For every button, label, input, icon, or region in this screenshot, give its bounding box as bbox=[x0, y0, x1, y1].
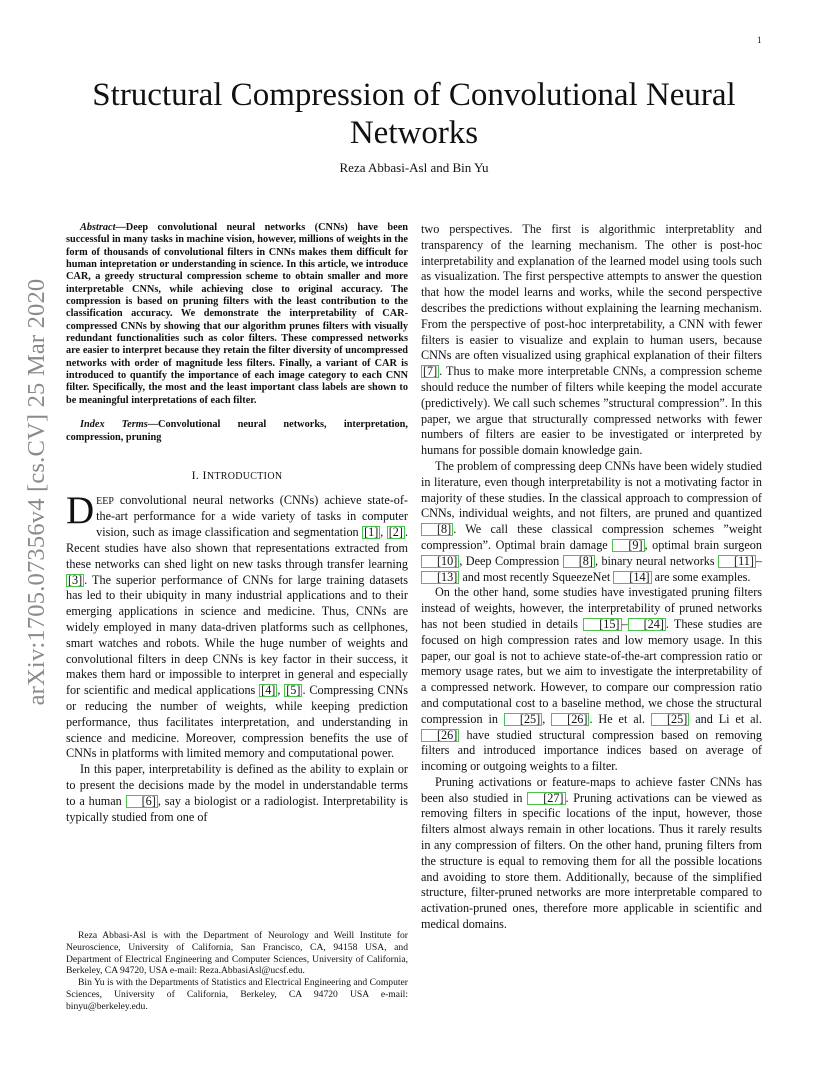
intro-paragraph-2: In this paper, interpretability is defined as the ability to explain or to present the decisions made by the model in understandable terms to a human [6] , say a biologist or a radiologist. Interpretability is typically studied from one of bbox=[66, 762, 409, 824]
citation-link[interactable]: [15] bbox=[583, 618, 621, 631]
page-number: 1 bbox=[757, 35, 762, 45]
citation-link[interactable]: [11] bbox=[718, 555, 756, 568]
citation-link[interactable]: [1] bbox=[364, 525, 379, 540]
paper-authors: Reza Abbasi-Asl and Bin Yu bbox=[339, 160, 489, 175]
index-terms bbox=[66, 419, 408, 444]
abstract bbox=[66, 222, 408, 407]
citation-link[interactable]: [10] bbox=[421, 555, 459, 568]
right-paragraph-1: two perspectives. The first is algorithmic interpretablity and transparency of the learning mechanism. The other is post-hoc interpretability and explanation of the learned model using tools such as visualization. The first perspective attempts to answer the question that how the model learns and works, while the second perspective describes the predictions without explaining the learning mechanism. From the perspective of post-hoc interpretability, a CNN with fewer filters is easier to visualize and explain to human users, because CNNs are often visualized using graphical explanation of their filters [7] . Thus to make more interpretable CNNs, a compression scheme should reduce the number of filters while keeping the model accurate (predictively). We call such schemes ”structural compression”. In this paper, we argue that structurally compressed networks with fewer numbers of filters are easier to be investigated or interpreted by humans for possible domain knowledge gain. bbox=[421, 222, 762, 458]
abstract-text: —Deep convolutional neural networks (CNNs) have been successful in many tasks in machine vision, however, millions of weights in the form of thousands of convolutional filters in CNNs makes them difficult for human intepretation or understanding in science. In this article, we introduce CAR, a greedy structural compression scheme to obtain smaller and more interpretable CNNs, while achieving close to original accuracy. The compression is based on pruning filters with the least contribution to the classification accuracy. We demonstrate the interpretability of CAR-compressed CNNs by showing that our algorithm prunes filters with visually redundant functionalities such as color filters. These compressed networks are easier to interpret because they retain the filter diversity of uncompressed networks with order of magnitude less filters. Finally, a variant of CAR is introduced to quantify the importance of each image category to each CNN filter. Specifically, the most and the least important class labels are shown to be meaningful interpretations of each filter. bbox=[66, 222, 408, 406]
right-paragraph-4: Pruning activations or feature-maps to achieve faster CNNs has been also studied in [27] . Pruning activations can be viewed as removing filters in specific locations of the input, however, those filters almost always remain in other locations. Thus it rarely results in any compression of filters. On the other hand, pruning filters from the structure is equal to removing them for all the possible locations and avoiding to store them. Additionally, because of the simplified structure, filter-pruned networks are more interpretable compared to activation-pruned ones, therefore more applicable in scientific and medical domains. bbox=[421, 774, 762, 932]
footnote-author-1: Reza Abbasi-Asl is with the Department of Neurology and Weill Institute for Neuroscience, University of California, San Francisco, CA, 94158 USA, and Department of Electrical Engineering and Computer Sciences, University of California, Berkeley, CA 94720, USA e-mail: Reza.AbbasiAsl@ucsf.edu. bbox=[66, 930, 408, 977]
right-column bbox=[421, 222, 762, 933]
arxiv-identifier: arXiv:1705.07356v4 [cs.CV] 25 Mar 2020 bbox=[23, 278, 50, 706]
citation-link[interactable]: [8] bbox=[563, 555, 595, 568]
footnote-author-2: Bin Yu is with the Departments of Statistics and Electrical Engineering and Computer Sciences, University of California, Berkeley, CA 94720 USA e-mail: binyu@berkeley.edu. bbox=[66, 977, 408, 1012]
citation-link[interactable]: [14] bbox=[613, 571, 651, 584]
footnotes bbox=[66, 930, 408, 1013]
citation-link[interactable]: [7] bbox=[423, 364, 438, 379]
left-column bbox=[66, 222, 408, 825]
citation-link[interactable]: [27] bbox=[527, 792, 565, 805]
abstract-label: Abstract bbox=[80, 222, 116, 233]
citation-link[interactable]: [2] bbox=[388, 525, 403, 540]
citation-link[interactable]: [13] bbox=[421, 571, 459, 584]
intro-paragraph-1: DEEP convolutional neural networks (CNNs) achieve state-of-the-art performance for a wide variety of tasks in computer vision, such as image classification and segmentation [1] , [2] . Recent studies have also shown that representations extracted from these networks can shed light on new tasks through transfer learning [3] . The superior performance of CNNs for large training datasets has led to their ubiquity in many industrial applications and to their emerging applications in science and medicine. Thus, CNNs are widely employed in many data-driven platforms such as cellphones, smart watches and robots. While the huge number of weights and convolutional filters in deep CNNs is key factor in their success, it makes them hard or impossible to interpret in general and especially for scientific and medical applications [4] , [5] . Compressing CNNs or reducing the number of weights, while keeping prediction performance, thus facilitates interpretation, and understanding in science and medicine. Moreover, compression benefits the use of CNNs in platforms with limited memory and computational power. bbox=[66, 488, 409, 761]
citation-link[interactable]: [24] bbox=[628, 618, 666, 631]
right-paragraph-3: On the other hand, some studies have investigated pruning filters instead of weights, however, the interpretability of pruned networks has not been studied in details [15] – [24] . These studies are focused on high compression rates and low memory usage. In this paper, our goal is not to achieve state-of-the-art compression ratio or memory usage rates, but we aim to investigate the interpretability of a compressed network. However, to compare our compression ratio and computational cost to a baseline method, we chose the structural compression in [25] , [26] . He et al. [25] and Li et al. [26] have studied structural compression based on removing filters and introduced importance indices based on average of incoming or outgoing weights to a filter. bbox=[421, 585, 762, 774]
dropcap-letter: D bbox=[66, 488, 95, 532]
citation-link[interactable]: [5] bbox=[286, 683, 301, 698]
section-heading-introduction: I. INTRODUCTION bbox=[191, 467, 283, 482]
citation-link[interactable]: [6] bbox=[126, 795, 158, 808]
index-terms-label: Index Terms bbox=[80, 419, 148, 431]
paper-title: Structural Compression of Convolutional Neural Networks bbox=[92, 77, 736, 151]
citation-link[interactable]: [25] bbox=[651, 713, 689, 726]
citation-link[interactable]: [3] bbox=[68, 572, 83, 587]
index-terms-text: —Convolutional neural networks, interpretation, compression, pruning bbox=[66, 419, 408, 443]
citation-link[interactable]: [8] bbox=[421, 523, 453, 536]
citation-link[interactable]: [9] bbox=[612, 539, 644, 552]
right-paragraph-2: The problem of compressing deep CNNs have been widely studied in literature, even though interpretability is not a motivating factor in majority of these studies. In the classical approach to compression of CNNs, individual weights, and not filters, are pruned and quantized [8] . We call these classical compression schemes ”weight compression”. Optimal brain damage [9] , optimal brain surgeon [10] , Deep Compression [8] , binary neural networks [11] –[13] and most recently SqueezeNet [14] are some examples. bbox=[421, 458, 762, 584]
arxiv-sidebar bbox=[22, 278, 52, 706]
citation-link[interactable]: [26] bbox=[551, 713, 589, 726]
citation-link[interactable]: [25] bbox=[504, 713, 542, 726]
citation-link[interactable]: [26] bbox=[421, 729, 459, 742]
citation-link[interactable]: [4] bbox=[261, 683, 276, 698]
